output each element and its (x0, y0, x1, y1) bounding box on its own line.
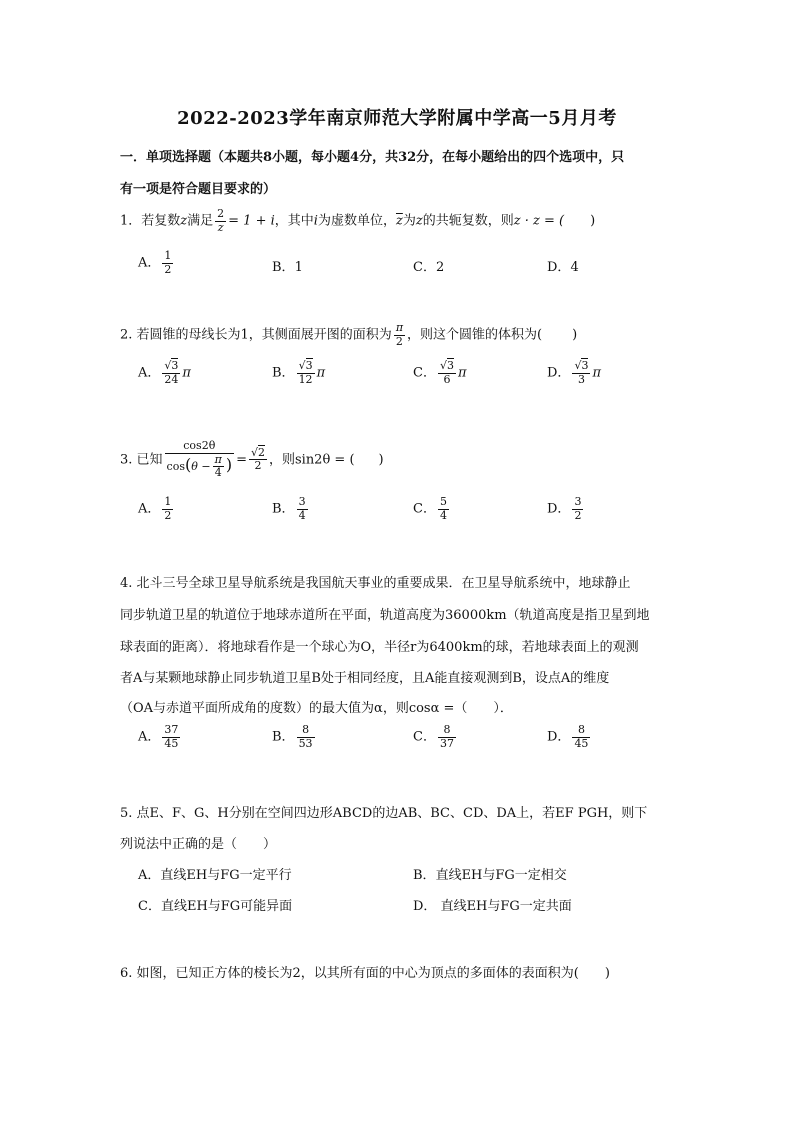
q3-den-pi: π (214, 452, 222, 466)
option-label: C． (413, 260, 436, 275)
option-denominator: 45 (574, 736, 589, 750)
option-label: C． (413, 365, 436, 381)
q1-option-c (413, 256, 444, 275)
option-denominator: 4 (439, 508, 447, 522)
option-denominator: 24 (164, 372, 179, 386)
option-label: A． (138, 868, 161, 883)
option-denominator: 37 (439, 736, 454, 750)
q1-option-b (272, 256, 303, 275)
q2-close-paren: ) (572, 327, 578, 343)
q2-option-a: A． $\frac{√3}{24}$ π (138, 359, 191, 386)
option-pi: π (182, 365, 191, 381)
q3-rhs-fraction: $\frac{√2}{2}$ (250, 445, 265, 473)
option-label: A． (138, 501, 161, 517)
q5-option-b (413, 864, 567, 883)
q1-expression: z · z = ( (513, 213, 565, 229)
option-text: 直线EH与FG一定平行 (160, 868, 292, 883)
option-label: D． (547, 365, 571, 381)
option-text: 直线EH与FG一定相交 (435, 868, 567, 883)
q6-line-1: 6. 如图，已知正方体的棱长为2，以其所有面的中心为顶点的多面体的表面积为( ) (120, 966, 610, 981)
option-numerator: 3 (298, 495, 306, 508)
q1-text-2: ，其中 (274, 213, 314, 229)
q1-text-3: 为虚数单位， (317, 213, 396, 229)
q2-frac-denominator: 2 (395, 334, 403, 348)
option-radicand: 3 (581, 359, 589, 372)
q5-option-a (138, 864, 292, 883)
option-label: A． (138, 729, 161, 745)
q4-line-2: 同步轨道卫星的轨道位于地球赤道所在平面，轨道高度为36000km（轨道高度是指卫星到地 (120, 608, 650, 623)
q4-option-b (272, 724, 317, 750)
q2-option-d: D． $\frac{√3}{3}$ π (547, 359, 601, 386)
q4-option-c (413, 724, 458, 750)
q3-suffix: ，则sin2θ = ( (268, 452, 355, 468)
q2-fraction (394, 322, 405, 348)
option-radicand: 3 (305, 359, 313, 372)
option-pi: π (457, 365, 467, 381)
q3-den-theta: θ − (191, 459, 211, 473)
option-value: 1 (294, 260, 303, 275)
option-numerator: 8 (297, 724, 315, 738)
option-text: 直线EH与FG一定共面 (436, 899, 572, 914)
q3-option-a (138, 496, 175, 522)
q3-prefix: 3. 已知 (120, 452, 163, 468)
option-label: A． (138, 365, 161, 381)
q1-frac-numerator: 2 (217, 207, 225, 220)
q3-close-paren: ) (378, 452, 384, 468)
option-denominator: 6 (443, 372, 451, 386)
option-denominator: 45 (164, 736, 179, 750)
q1-text: 满足 (187, 213, 214, 229)
q3-denominator: cos(θ − $\frac{\pi}{4}$ ) (166, 452, 233, 480)
option-label: A． (138, 255, 161, 271)
q1-text-4: 为 (402, 213, 416, 229)
option-label: B． (272, 365, 295, 381)
q1-var-z: z (180, 213, 188, 229)
option-numerator: 1 (164, 495, 172, 508)
option-label: D． (413, 899, 437, 914)
option-label: B． (272, 729, 295, 745)
option-numerator: 37 (164, 723, 179, 736)
option-denominator: 2 (574, 508, 582, 522)
q1-var-i: i (313, 213, 318, 229)
option-label: D． (547, 260, 571, 275)
q2-option-c: C． $\frac{√3}{6}$ π (413, 359, 467, 386)
option-label: B． (272, 501, 295, 517)
q3-main-fraction (165, 440, 235, 480)
q1-text-5: 的共轭复数，则 (422, 213, 514, 229)
option-value: 2 (435, 260, 445, 275)
option-pi: π (592, 365, 601, 381)
option-numerator: 1 (164, 249, 172, 262)
option-denominator: 53 (298, 736, 313, 750)
q3-rhs-denominator: 2 (254, 459, 262, 473)
q1-close-paren: ) (590, 213, 596, 229)
q4-line-4: 者A与某颗地球静止同步轨道卫星B处于相同经度，且A能直接观测到B，设点A的维度 (120, 671, 610, 686)
q1-var-zbar: $\overline{z}$ (395, 213, 403, 229)
option-label: C． (413, 501, 436, 517)
option-denominator: 12 (298, 372, 313, 386)
section-heading-line2: 有一项是符合题目要求的） (120, 182, 277, 197)
q3-den-cos: cos (166, 459, 185, 473)
question-1 (120, 208, 595, 234)
q1-var-z2: z (415, 213, 423, 229)
q5-option-c (138, 895, 292, 914)
option-denominator: 2 (164, 262, 172, 276)
q3-option-d (547, 496, 585, 522)
option-denominator: 4 (298, 508, 306, 522)
option-text: 直线EH与FG可能异面 (160, 899, 293, 914)
q1-option-d (547, 256, 579, 275)
option-label: B． (272, 260, 295, 275)
question-2 (120, 322, 577, 348)
q2-prefix: 2. 若圆锥的母线长为1，其侧面展开图的面积为 (120, 327, 392, 343)
option-label: D． (547, 729, 571, 745)
q3-option-b (272, 496, 310, 522)
option-label: D． (547, 501, 571, 517)
q1-equation: = 1 + i (228, 213, 275, 229)
option-denominator: 2 (164, 508, 172, 522)
q4-line-1: 4. 北斗三号全球卫星导航系统是我国航天事业的重要成果．在卫星导航系统中，地球静止 (120, 576, 631, 591)
page-title: 2022-2023学年南京师范大学附属中学高一5月月考 (177, 108, 617, 129)
option-denominator: 3 (577, 372, 585, 386)
q3-den-four: 4 (214, 466, 222, 480)
option-numerator: 8 (572, 724, 590, 738)
option-radicand: 3 (171, 359, 179, 372)
option-numerator: 8 (438, 724, 456, 738)
q1-option-a (138, 250, 175, 276)
q1-prefix: 1．若复数 (120, 213, 181, 229)
option-radicand: 3 (446, 359, 454, 372)
section-heading-line1: 一．单项选择题（本题共8小题，每小题4分，共32分，在每小题给出的四个选项中，只 (120, 150, 625, 165)
q4-option-d (547, 724, 592, 750)
q1-frac-denominator: z (217, 220, 224, 234)
option-label: B． (413, 868, 436, 883)
q5-option-d (413, 895, 572, 914)
q3-equals: = (236, 452, 247, 468)
q4-option-a (138, 724, 182, 750)
q2-suffix: ，则这个圆锥的体积为( (407, 327, 543, 343)
option-numerator: 3 (574, 495, 582, 508)
q5-line-1: 5. 点E、F、G、H分别在空间四边形ABCD的边AB、BC、CD、DA上，若EF PGH，则下 (120, 806, 648, 821)
q2-frac-numerator: π (395, 321, 404, 334)
q3-numerator: cos2θ (165, 440, 235, 454)
option-pi: π (316, 365, 326, 381)
q2-option-b: B． $\frac{√3}{12}$ π (272, 359, 326, 386)
q5-line-2: 列说法中正确的是（ ） (120, 837, 277, 852)
q4-line-3: 球表面的距离）．将地球看作是一个球心为O，半径r为6400km的球，若地球表面上的观测 (120, 640, 639, 655)
q3-option-c (413, 496, 451, 522)
option-numerator: 5 (439, 495, 447, 508)
question-3 (120, 440, 384, 480)
option-value: 4 (570, 260, 579, 275)
q3-rhs-radicand: 2 (257, 445, 265, 459)
option-label: C． (138, 899, 161, 914)
option-label: C． (413, 729, 436, 745)
q4-line-5: （OA与赤道平面所成角的度数）的最大值为α，则cosα =（ ）． (120, 701, 513, 716)
q1-fraction (215, 208, 226, 234)
